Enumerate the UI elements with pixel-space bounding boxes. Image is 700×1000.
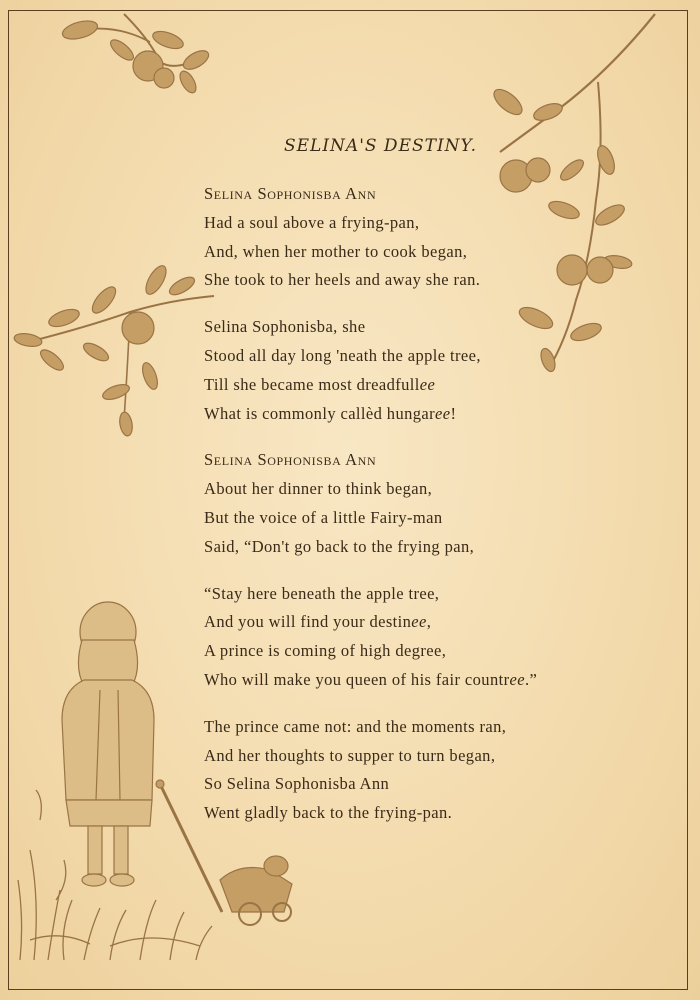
apple-branch-left-illustration bbox=[13, 263, 214, 437]
poem-body bbox=[204, 180, 644, 846]
poem-line: The prince came not: and the moments ran, bbox=[204, 716, 507, 736]
poem-line: Said, “Don't go back to the frying pan, bbox=[204, 536, 475, 556]
italic-suffix: ee bbox=[509, 669, 525, 689]
poem-stanza bbox=[204, 180, 644, 295]
poem-line bbox=[204, 666, 644, 695]
line-punctuation: .” bbox=[524, 669, 538, 689]
poem-stanza bbox=[204, 313, 644, 428]
line-text: And you will find your destin bbox=[204, 612, 412, 632]
poem-line: About her dinner to think began, bbox=[204, 479, 433, 499]
poem-line: And, when her mother to cook began, bbox=[204, 241, 468, 261]
line-punctuation: ! bbox=[450, 403, 457, 423]
poem-line: Selina Sophonisba Ann bbox=[204, 184, 377, 203]
poem-line bbox=[204, 400, 644, 429]
poem-line: She took to her heels and away she ran. bbox=[204, 270, 481, 290]
poem-line: Went gladly back to the frying-pan. bbox=[204, 803, 453, 823]
poem-line: Stood all day long 'neath the apple tree, bbox=[204, 345, 481, 365]
poem-line bbox=[204, 608, 644, 637]
poem-stanza bbox=[204, 580, 644, 695]
poem-line bbox=[204, 371, 644, 400]
italic-suffix: ee bbox=[419, 374, 436, 394]
poem-line: And her thoughts to supper to turn began, bbox=[204, 745, 496, 765]
poem-line: But the voice of a little Fairy-man bbox=[204, 507, 443, 527]
poem-line: Had a soul above a frying-pan, bbox=[204, 212, 420, 232]
line-text: Who will make you queen of his fair countr bbox=[204, 669, 510, 689]
poem-title: SELINA'S DESTINY. bbox=[284, 136, 477, 156]
italic-suffix: ee bbox=[411, 612, 427, 632]
line-text: Till she became most dreadfull bbox=[204, 374, 420, 394]
girl-figure-illustration bbox=[62, 602, 154, 886]
poem-line: So Selina Sophonisba Ann bbox=[204, 774, 390, 794]
line-text: What is commonly callèd hungar bbox=[204, 403, 436, 423]
poem-line: A prince is coming of high degree, bbox=[204, 641, 447, 661]
line-punctuation: , bbox=[426, 612, 432, 632]
italic-suffix: ee bbox=[435, 403, 451, 423]
poem-line: Selina Sophonisba Ann bbox=[204, 450, 377, 470]
poem-stanza bbox=[204, 713, 644, 828]
poem-line: “Stay here beneath the apple tree, bbox=[204, 583, 440, 603]
poem-stanza bbox=[204, 446, 644, 561]
apple-branch-top-left-illustration bbox=[61, 14, 212, 95]
poem-line: Selina Sophonisba, she bbox=[204, 317, 366, 337]
